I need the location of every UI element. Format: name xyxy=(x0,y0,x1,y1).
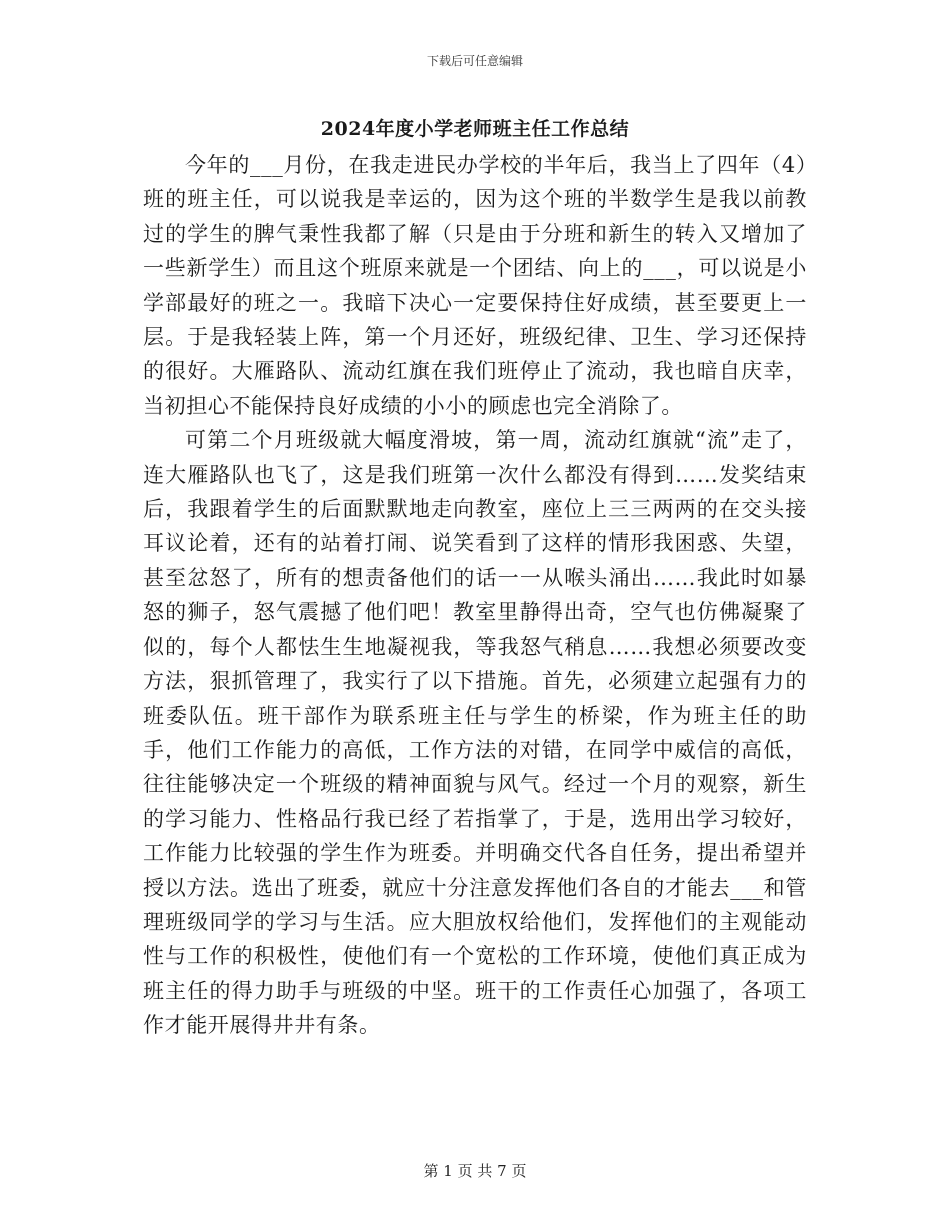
page-header-note: 下载后可任意编辑 xyxy=(426,54,523,68)
document-body xyxy=(143,148,807,1043)
document-title: 2024年度小学老师班主任工作总结 xyxy=(320,118,630,140)
page-number: 第 1 页 共 7 页 xyxy=(423,1162,527,1180)
body-paragraph: 可第二个月班级就大幅度滑坡，第一周，流动红旗就“流”走了，连大雁路队也飞了，这是我们班第一次什么都没有得到……发奖结束后，我跟着学生的后面默默地走向教室，座位上三三两两的在交头接耳议论着，还有的站着打闹、说笑看到了这样的情形我困惑、失望，甚至忿怒了，所有的想责备他们的话一一从喉头涌出……我此时如暴怒的狮子，怒气震撼了他们吧！教室里静得出奇，空气也仿佛凝聚了似的，每个人都怯生生地凝视我，等我怒气稍息……我想必须要改变方法，狠抓管理了，我实行了以下措施。首先，必须建立起强有力的班委队伍。班干部作为联系班主任与学生的桥梁，作为班主任的助手，他们工作能力的高低，工作方法的对错，在同学中威信的高低，往往能够决定一个班级的精神面貌与风气。经过一个月的观察，新生的学习能力、性格品行我已经了若指掌了，于是，选用出学习较好，工作能力比较强的学生作为班委。并明确交代各自任务，提出希望并授以方法。选出了班委，就应十分注意发挥他们各自的才能去___和管理班级同学的学习与生活。应大胆放权给他们，发挥他们的主观能动性与工作的积极性，使他们有一个宽松的工作环境，使他们真正成为班主任的得力助手与班级的中坚。班干的工作责任心加强了，各项工作才能开展得井井有条。 xyxy=(143,428,807,1038)
body-paragraph: 今年的___月份，在我走进民办学校的半年后，我当上了四年（4）班的班主任，可以说我是幸运的，因为这个班的半数学生是我以前教过的学生的脾气秉性我都了解（只是由于分班和新生的转入又增加了一些新学生）而且这个班原来就是一个团结、向上的___，可以说是小学部最好的班之一。我暗下决心一定要保持住好成绩，甚至要更上一层。于是我轻装上阵，第一个月还好，班级纪律、卫生、学习还保持的很好。大雁路队、流动红旗在我们班停止了流动，我也暗自庆幸，当初担心不能保持良好成绩的小小的顾虑也完全消除了。 xyxy=(143,153,807,418)
